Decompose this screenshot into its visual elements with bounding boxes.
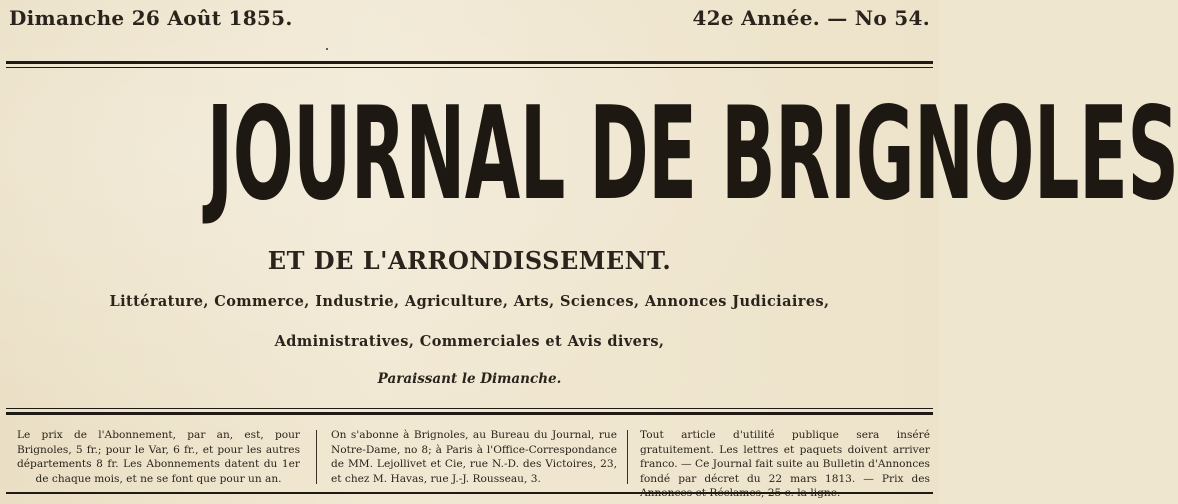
bottom-rule xyxy=(6,492,933,494)
topics-line-2: Administratives, Commerciales et Avis divers, xyxy=(274,333,665,350)
top-rule-thin xyxy=(6,67,933,68)
topics-line-1: Littérature, Commerce, Industrie, Agriculture, Arts, Sciences, Annonces Judiciaires, xyxy=(109,293,830,310)
ink-speck xyxy=(326,48,328,50)
subscription-offices-column: On s'abonne à Brignoles, au Bureau du Journal, rue Notre-Dame, no 8; à Paris à l'Office-Correspondance de MM. Lejollivet et Cie, rue N.-D. des Victoires, 23, et chez M. Havas, rue J.-J. Rousseau, 3. xyxy=(331,429,617,485)
lower-rule-thick xyxy=(6,412,933,415)
bleed-through-left xyxy=(4,84,44,404)
top-rule-thick xyxy=(6,61,933,64)
masthead-subtitle: ET DE L'ARRONDISSEMENT. xyxy=(267,246,672,275)
publication-notice-column: Tout article d'utilité publique sera inséré gratuitement. Les lettres et paquets doivent arriver franco. — Ce Journal fait suite au Bulletin d'Annonces fondé par décret du 22 mars 1813. — Prix des xyxy=(640,429,930,485)
lower-rule-thin xyxy=(6,408,933,409)
issue-date: Dimanche 26 Août 1855. xyxy=(9,6,293,30)
masthead-title: JOURNAL DE BRIGNOLES xyxy=(206,80,1178,229)
issue-number: 42e Année. — No 54. xyxy=(692,6,930,30)
column-divider xyxy=(627,430,628,484)
subscription-prices-column: Le prix de l'Abonnement, par an, est, pour Brignoles, 5 fr.; pour le Var, 6 fr., et pour les autres départements 8 fr. Les Abonnements datent du 1er de chaque mois, et ne se font que pour un an. xyxy=(17,429,300,485)
column-divider xyxy=(316,430,317,484)
publication-frequency: Paraissant le Dimanche. xyxy=(377,371,562,387)
